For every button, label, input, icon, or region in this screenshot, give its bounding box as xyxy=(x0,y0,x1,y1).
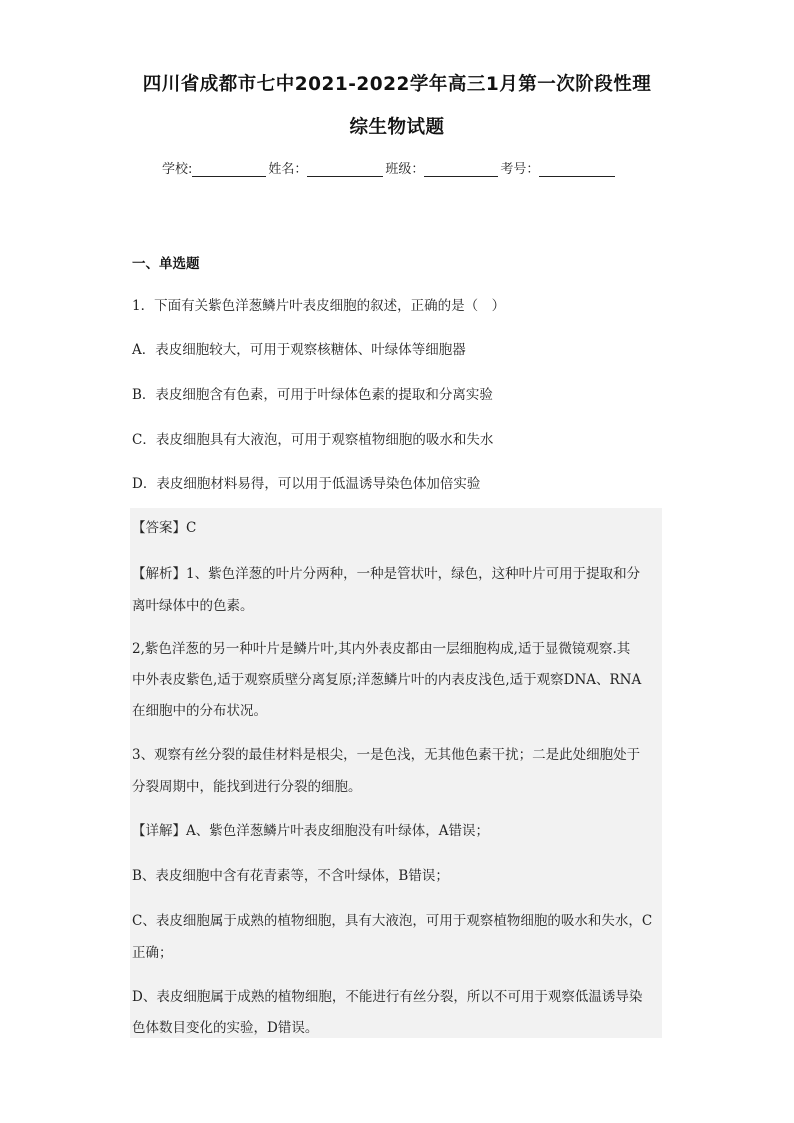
class-blank[interactable] xyxy=(424,162,498,177)
detail-text: 色体数目变化的实验，D错误。 xyxy=(132,1020,319,1036)
answer-line xyxy=(132,516,660,536)
detail-text: 正确； xyxy=(132,945,173,961)
detail-text: C、表皮细胞属于成熟的植物细胞，具有大液泡，可用于观察植物细胞的吸水和失水，C xyxy=(132,913,653,929)
analysis-text: 离叶绿体中的色素。 xyxy=(132,598,254,614)
analysis-text: 分裂周期中，能找到进行分裂的细胞。 xyxy=(132,779,362,795)
document-title-line-1: 四川省成都市七中2021-2022学年高三1月第一次阶段性理 xyxy=(142,74,652,95)
school-blank[interactable] xyxy=(192,162,266,177)
school-label: 学校: xyxy=(162,162,193,177)
exam-number-blank[interactable] xyxy=(539,162,615,177)
analysis-text: 3、观察有丝分裂的最佳材料是根尖，一是色浅，无其他色素干扰；二是此处细胞处于 xyxy=(132,747,641,763)
detail-text: B、表皮细胞中含有花青素等，不含叶绿体，B错误； xyxy=(132,868,449,884)
detail-text: A、紫色洋葱鳞片叶表皮细胞没有叶绿体，A错误； xyxy=(186,823,489,839)
analysis-text: 2,紫色洋葱的另一种叶片是鳞片叶,其内外表皮都由一层细胞构成,适于显微镜观察.其 xyxy=(132,641,631,657)
question-stem: 1．下面有关紫色洋葱鳞片叶表皮细胞的叙述，正确的是（ ） xyxy=(132,298,506,314)
class-label: 班级： xyxy=(385,162,425,177)
section-heading: 一、单选题 xyxy=(132,256,200,272)
detail-text: D、表皮细胞属于成熟的植物细胞，不能进行有丝分裂，所以不可用于观察低温诱导染 xyxy=(132,989,643,1005)
detail-line xyxy=(132,819,660,839)
answer-label: 【答案】 xyxy=(132,520,186,536)
answer-value: C xyxy=(186,520,197,536)
detail-label: 【详解】 xyxy=(132,823,186,839)
option-c: C．表皮细胞具有大液泡，可用于观察植物细胞的吸水和失水 xyxy=(132,432,494,448)
exam-number-label: 考号： xyxy=(500,162,540,177)
analysis-text: 中外表皮紫色,适于观察质壁分离复原;洋葱鳞片叶的内表皮浅色,适于观察DNA、RNA xyxy=(132,672,642,688)
document-title-line-2: 综生物试题 xyxy=(349,117,445,138)
option-a: A．表皮细胞较大，可用于观察核糖体、叶绿体等细胞器 xyxy=(132,342,466,358)
name-blank[interactable] xyxy=(307,162,383,177)
name-label: 姓名： xyxy=(268,162,308,177)
option-b: B．表皮细胞含有色素，可用于叶绿体色素的提取和分离实验 xyxy=(132,387,493,403)
analysis-line xyxy=(132,562,660,582)
analysis-label: 【解析】 xyxy=(132,566,186,582)
analysis-text: 1、紫色洋葱的叶片分两种，一种是管状叶，绿色，这种叶片可用于提取和分 xyxy=(186,566,641,582)
option-d: D．表皮细胞材料易得，可以用于低温诱导染色体加倍实验 xyxy=(132,476,481,492)
analysis-text: 在细胞中的分布状况。 xyxy=(132,703,267,719)
student-info-line xyxy=(162,158,642,177)
